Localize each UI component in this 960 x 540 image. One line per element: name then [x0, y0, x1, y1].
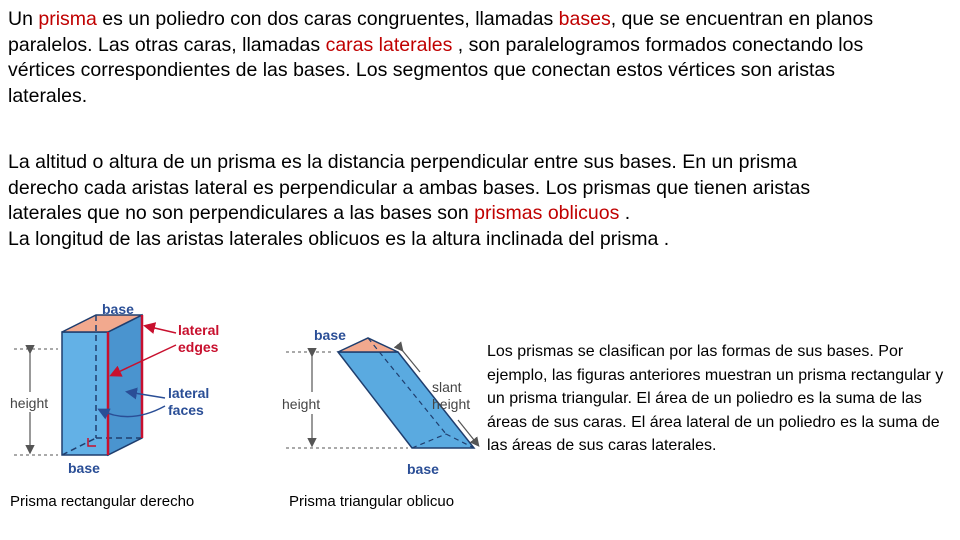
base-bottom-label: base: [68, 460, 100, 476]
height-label: height: [282, 396, 321, 412]
height-label: height: [10, 395, 49, 411]
oblique-triangular-prism-figure: [282, 327, 478, 477]
base-top-label: base: [314, 327, 346, 343]
lateral-edges-label-1: lateral: [178, 322, 220, 338]
slant-label-1: slant: [432, 379, 462, 395]
definition-paragraph: Un prisma es un poliedro con dos caras congruentes, llamadas bases, que se encuentran en planos paralelos. Las otras caras, llamadas caras laterales , son paralelogramos formados conectando los vértices correspondientes de las bases. Los segmentos que conectan estos vértices son aristas laterales.: [8, 8, 874, 107]
rectangular-prism-figure: [10, 301, 219, 476]
lateral-faces-label-1: lateral: [168, 385, 210, 401]
altitude-paragraph: La altitud o altura de un prisma es la distancia perpendicular entre sus bases. En un prisma derecho cada aristas lateral es perpendicular a ambas bases. Los prismas que tienen aristas laterales que no son perpendiculares a las bases son prismas oblicuos . La longitud de las aristas laterales oblicuos es la altura inclinada del prisma .: [8, 151, 811, 250]
base-top-label: base: [102, 301, 134, 317]
term-bases: bases: [558, 8, 611, 30]
caption-rectangular-prism: Prisma rectangular derecho: [10, 493, 195, 510]
slant-label-2: height: [432, 396, 471, 412]
base-bottom-label: base: [407, 461, 439, 477]
lateral-faces-label-2: faces: [168, 402, 204, 418]
term-prisma: prisma: [38, 8, 97, 30]
lateral-edges-label-2: edges: [178, 339, 219, 355]
classification-text: Los prismas se clasifican por las formas de sus bases. Por ejemplo, las figuras anteriores muestran un prisma rectangular y un prisma triangular. El área de un poliedro es la suma de las áreas de sus caras. El área lateral de un poliedro es la suma de las áreas de sus caras laterales.: [487, 343, 944, 454]
term-caras-laterales: caras laterales: [325, 33, 453, 56]
term-prismas-oblicuos: prismas oblicuos: [474, 202, 620, 224]
caption-triangular-prism: Prisma triangular oblicuo: [289, 493, 455, 510]
